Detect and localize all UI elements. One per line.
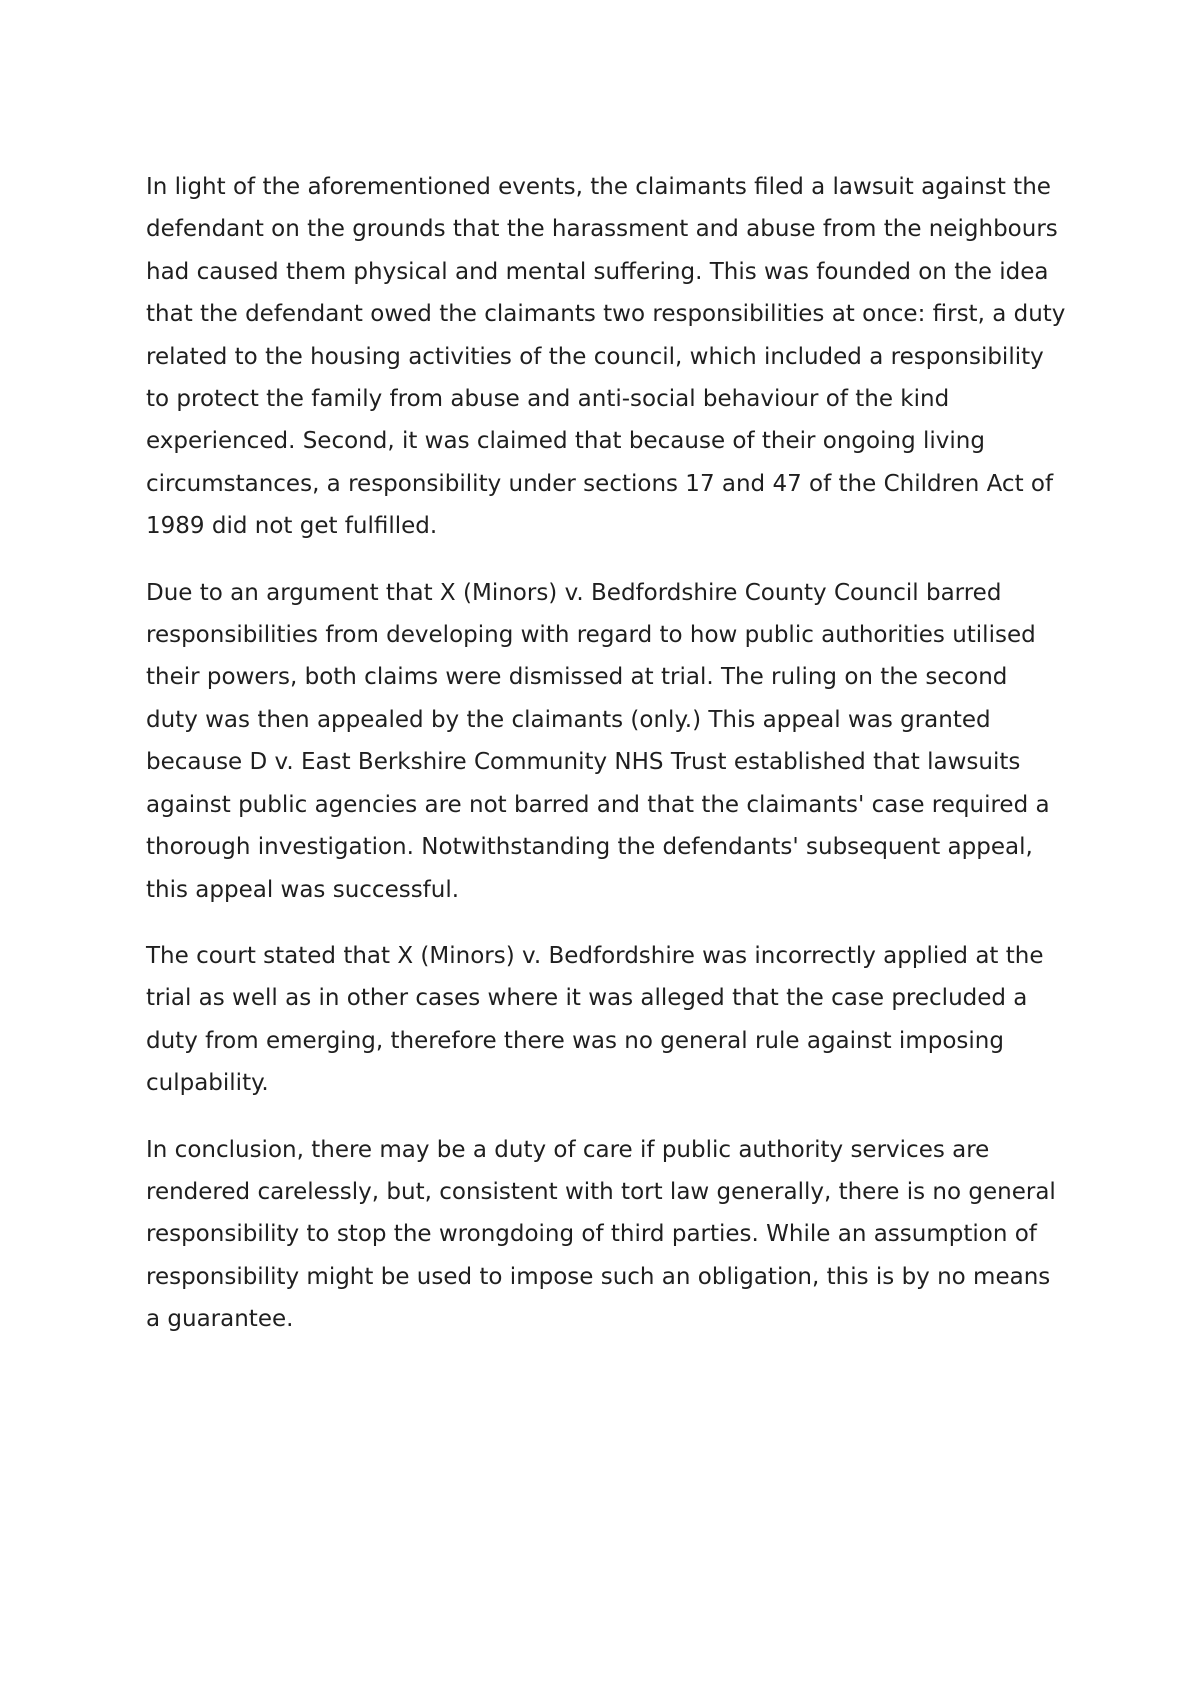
paragraph-1: In light of the aforementioned events, the claimants filed a lawsuit against the defendant on the grounds that the harassment and abuse from the neighbours had caused them physical and mental suffering. This was founded on the idea that the defendant owed the claimants two responsibilities at once: first, a duty related to the housing activities of the council, which included a responsibility to protect the family from abuse and anti-social behaviour of the kind experienced. Second, it was claimed that because of their ongoing living circumstances, a responsibility under sections 17 and 47 of the Children Act of 1989 did not get fulfilled. xyxy=(146,174,1066,540)
paragraph-2: Due to an argument that X (Minors) v. Bedfordshire County Council barred responsibilities from developing with regard to how public authorities utilised their powers, both claims were dismissed at trial. The ruling on the second duty was then appealed by the claimants (only.) This appeal was granted because D v. East Berkshire Community NHS Trust established that lawsuits against public agencies are not barred and that the claimants' case required a thorough investigation. Notwithstanding the defendants' subsequent appeal, this appeal was successful. xyxy=(146,579,1050,903)
paragraph-4: In conclusion, there may be a duty of care if public authority services are rendered carelessly, but, consistent with tort law generally, there is no general responsibility to stop the wrongdoing of third parties. While an assumption of responsibility might be used to impose such an obligation, this is by no means a guarantee. xyxy=(146,1136,1056,1333)
paragraph-3: The court stated that X (Minors) v. Bedfordshire was incorrectly applied at the trial as well as in other cases where it was alleged that the case precluded a duty from emerging, therefore there was no general rule against imposing culpability. xyxy=(146,942,1044,1097)
document-body xyxy=(146,166,1066,1365)
